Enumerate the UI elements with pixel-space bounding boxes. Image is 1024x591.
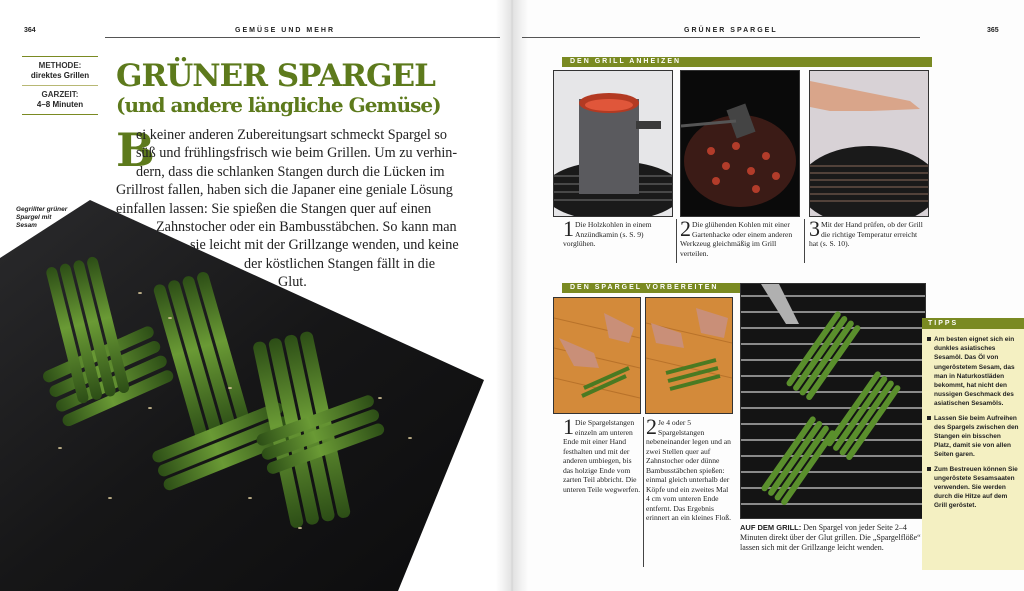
asparagus-on-grill-photo	[740, 283, 926, 519]
step-text: Die glühenden Kohlen mit einer Gartenhacke oder einem anderen Werkzeug gleichmäßig im Grill verteilen.	[680, 220, 793, 258]
step-text: Mit der Hand prüfen, ob der Grill die richtige Temperatur erreicht hat (s. S. 10).	[809, 220, 923, 248]
grill-caption-label: AUF DEM GRILL:	[740, 523, 802, 532]
intro-line: Zahnstocher oder ein Bambusstäbchen. So kann man	[156, 219, 457, 236]
tip-item: Zum Bestreuen können Sie ungeröstete Sesamsaaten verwenden. Sie werden durch die Hitze auf dem Grill geröstet.	[926, 465, 1019, 511]
skewering-asparagus-photo	[645, 297, 733, 414]
step-divider	[804, 219, 805, 263]
caption-line: Spargel mit	[16, 214, 52, 221]
page-number-right: 365	[987, 27, 999, 34]
hand-test-photo	[809, 70, 929, 217]
step-divider	[676, 219, 677, 263]
cooking-time-label: GARZEIT:	[41, 90, 79, 99]
step-number: 1	[563, 414, 574, 439]
tips-box	[922, 318, 1024, 570]
method-label: METHODE:	[38, 61, 82, 70]
header-rule-left	[105, 37, 500, 38]
intro-dropcap: B	[116, 123, 155, 177]
fire-step-2	[680, 216, 798, 258]
recipe-title: GRÜNER SPARGEL	[116, 58, 435, 94]
step-number: 2	[646, 414, 657, 439]
spreading-coals-photo	[680, 70, 800, 217]
tip-item: Lassen Sie beim Aufreihen des Spargels zwischen den Stangen ein bisschen Platz, damit sie von allen Seiten garen.	[926, 414, 1019, 460]
intro-line: süß und frühlingsfrisch wie beim Grillen. Um zu verhin-	[136, 145, 458, 162]
prep-step-1	[563, 414, 641, 494]
method-box	[22, 56, 98, 115]
prep-step-2	[646, 414, 732, 523]
step-text: Je 4 oder 5 Spargelstangen nebeneinander legen und an zwei Stellen quer auf Zahnstocher oder dünne Bambusstäbchen spießen: einmal gleich unterhalb der Köpfe und ein zweites Mal 4 cm vom unteren Ende entfernt. Das Ergebnis erinnert an ein kleines Floß.	[646, 418, 731, 522]
step-divider	[643, 417, 644, 567]
snapping-asparagus-photo	[553, 297, 641, 414]
grilled-asparagus-photo	[0, 198, 490, 591]
intro-line: dern, dass die schlanken Stangen durch die Lücken im	[136, 163, 445, 180]
chimney-starter-photo	[553, 70, 673, 217]
intro-line: einfallen lassen: Sie spießen die Stangen quer auf einen	[116, 200, 432, 217]
header-rule-right	[522, 37, 920, 38]
section-heading-prep: DEN SPARGEL VORBEREITEN	[562, 283, 742, 293]
intro-line: ei keiner anderen Zubereitungsart schmeckt Spargel so	[136, 127, 447, 143]
step-text: Die Holzkohlen in einem Anzündkamin (s. S. 9) vorglühen.	[563, 220, 652, 248]
step-number: 2	[680, 216, 691, 241]
running-head-left: GEMÜSE UND MEHR	[235, 27, 336, 34]
step-number: 3	[809, 216, 820, 241]
right-page	[512, 0, 1024, 591]
grill-caption-text: Den Spargel von jeder Seite 2–4 Minuten direkt über der Glut grillen. Die „Spargelflöße“ lassen sich mit der Grillzange leicht wenden.	[740, 523, 921, 552]
cooking-time-value: 4–8 Minuten	[36, 100, 84, 109]
intro-line: der köstlichen Stangen fällt in die	[244, 255, 436, 272]
intro-line: Glut.	[278, 274, 307, 291]
caption-line: Gegrillter grüner	[16, 206, 68, 213]
grill-caption	[740, 523, 926, 553]
method-value: direktes Grillen	[30, 71, 90, 80]
caption-line: Sesam	[16, 222, 37, 229]
step-number: 1	[563, 216, 574, 241]
page-number-left: 364	[24, 27, 36, 34]
intro-line: Grillrost fallen, haben sich die Japaner eine geniale Lösung	[116, 182, 453, 199]
book-gutter	[496, 0, 528, 591]
step-text: Die Spargelstangen einzeln am unteren Ende mit einer Hand festhalten und mit der anderen umbiegen, bis das holzige Ende vom zarten Teil abbricht. Die unteren Teile wegwerfen.	[563, 418, 641, 494]
intro-line: sie leicht mit der Grillzange wenden, und keine	[190, 237, 459, 254]
fire-step-1	[563, 216, 675, 249]
recipe-subtitle: (und andere längliche Gemüse)	[116, 93, 441, 117]
tips-heading: TIPPS	[922, 318, 1024, 329]
fire-step-3	[809, 216, 925, 249]
running-head-right: GRÜNER SPARGEL	[684, 27, 778, 34]
section-heading-fire: DEN GRILL ANHEIZEN	[562, 57, 932, 67]
tip-item: Am besten eignet sich ein dunkles asiatisches Sesamöl. Das Öl von ungeröstetem Sesam, das man in Naturkostläden bekommt, hat nicht den nussigen Geschmack des asiatischen Sesamöls.	[926, 335, 1019, 409]
